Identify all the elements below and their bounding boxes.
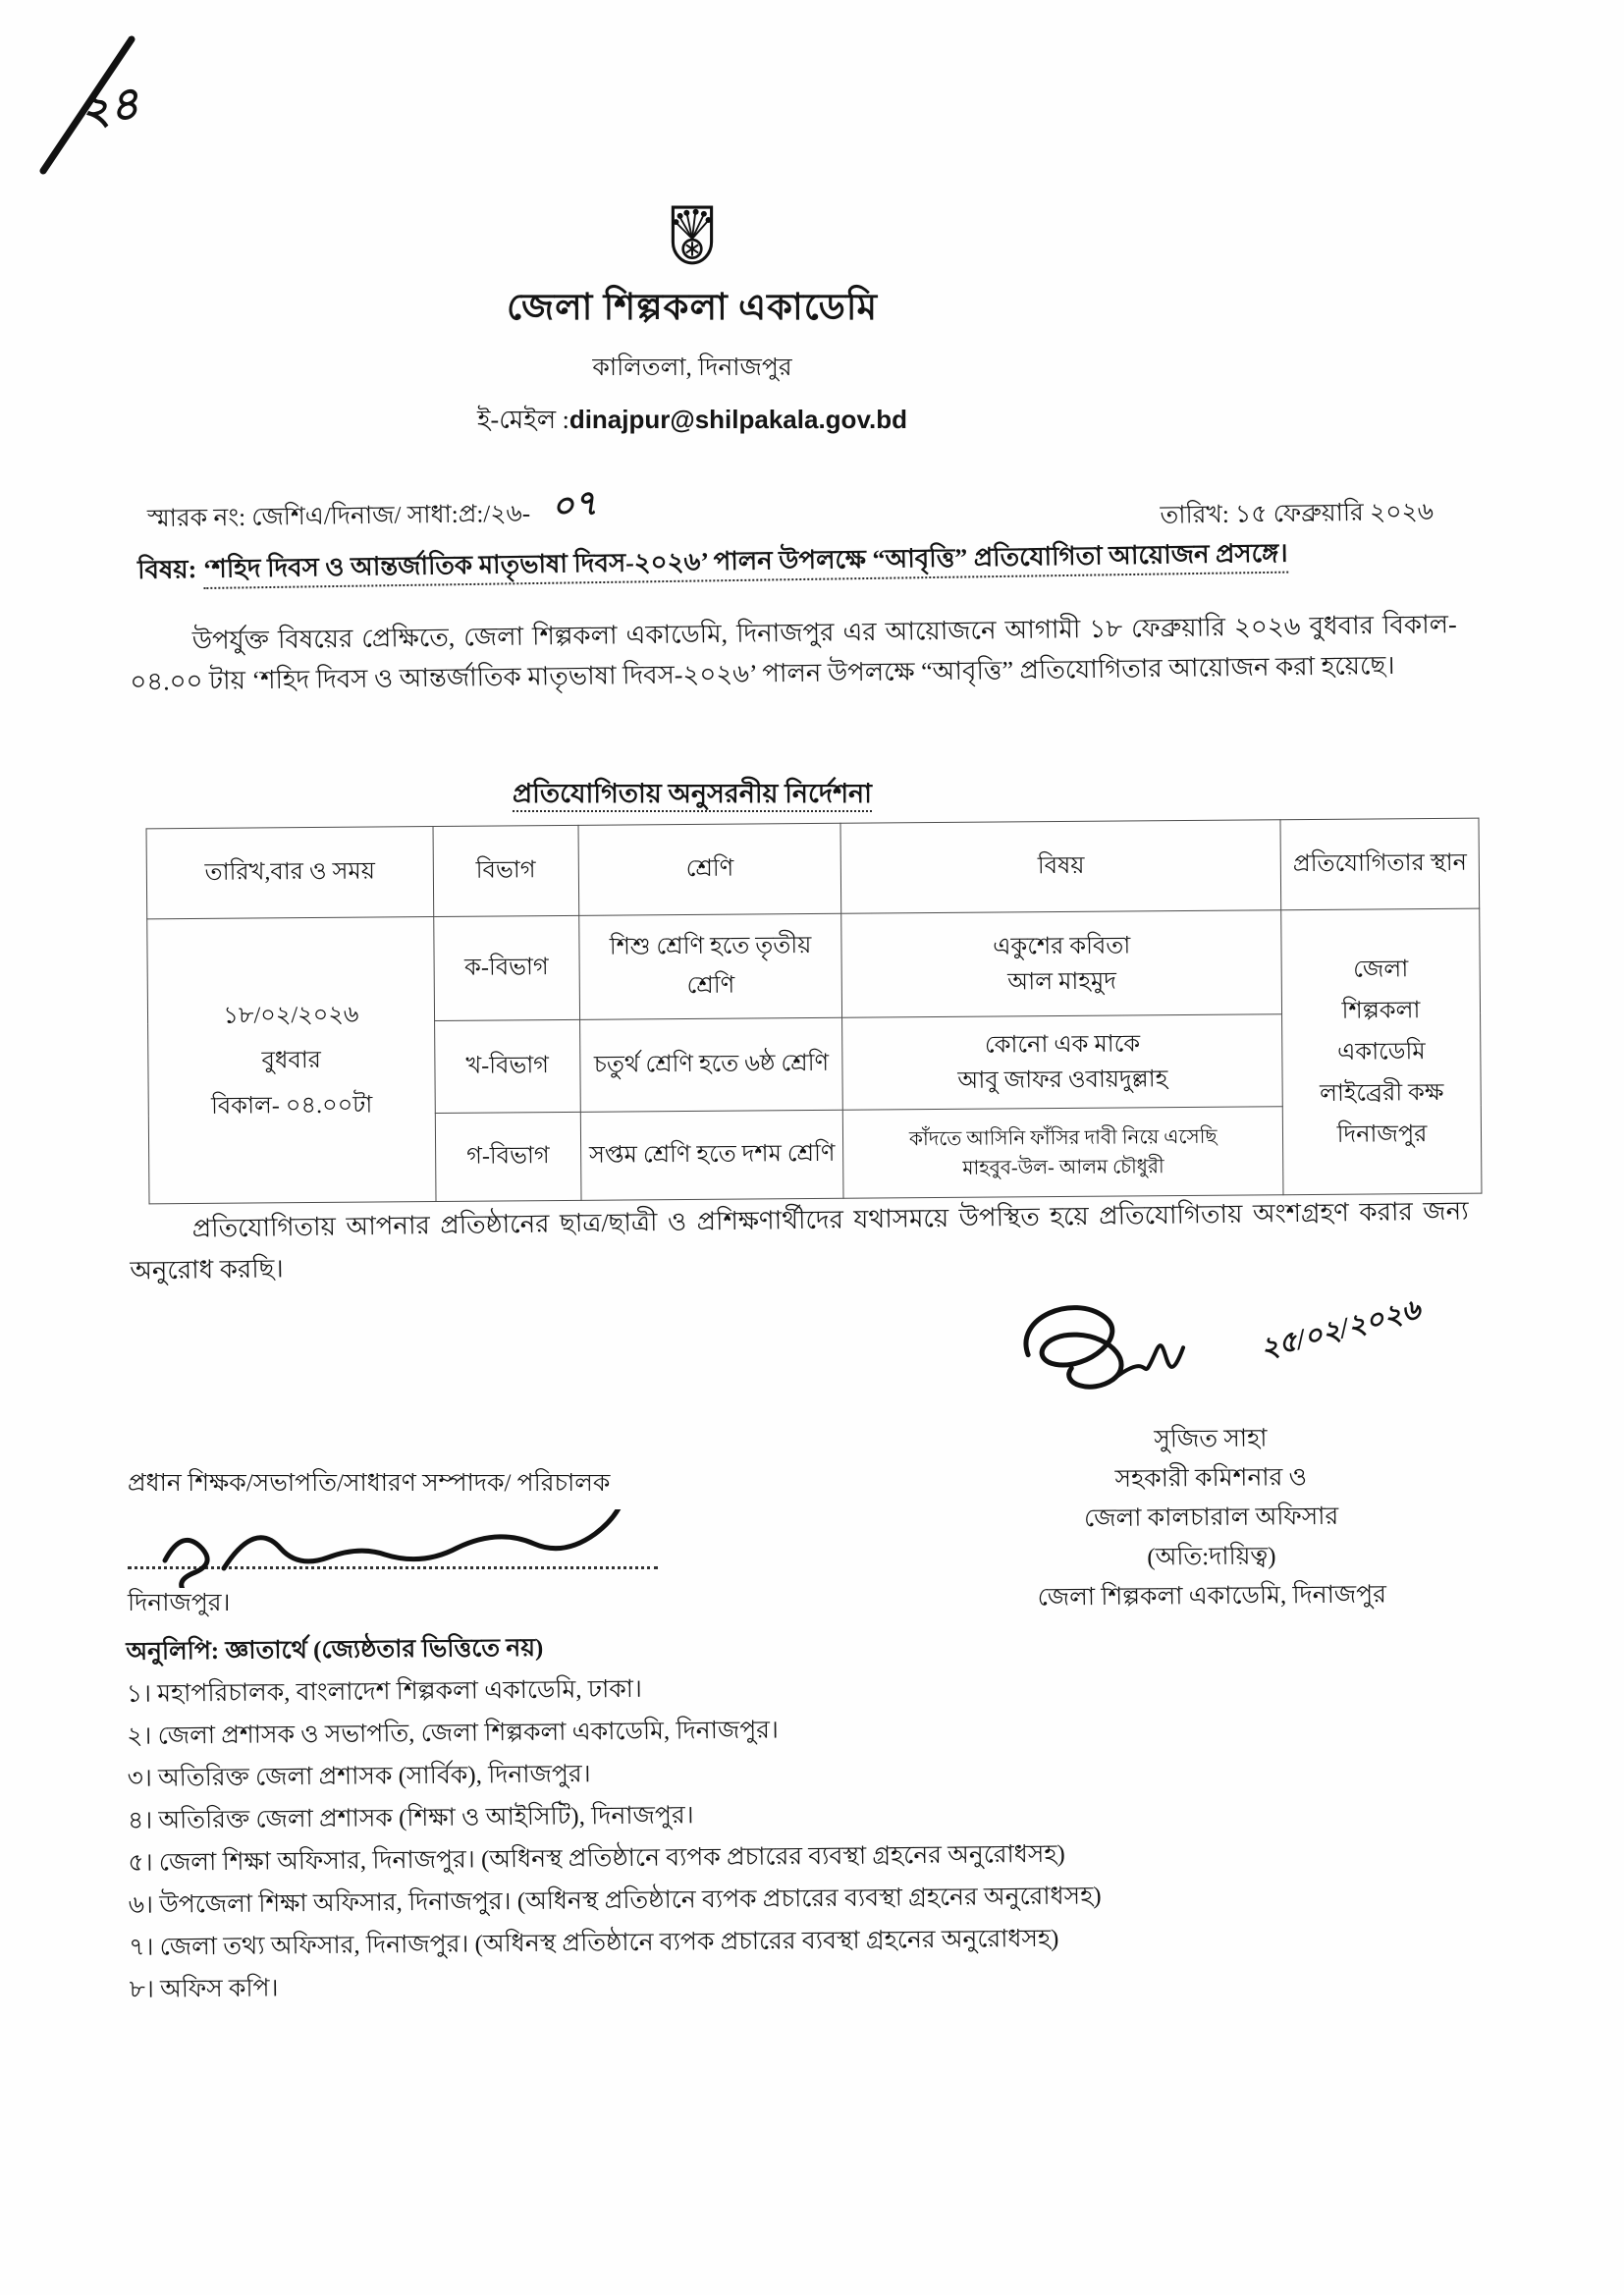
signatory-designation-3: (অতি:দায়িত্ব)	[1147, 1543, 1276, 1571]
signature-area	[991, 1281, 1430, 1422]
col-header-class: শ্রেণি	[578, 823, 841, 915]
poem-title: একুশের কবিতা	[993, 932, 1131, 960]
addressee-block	[128, 1463, 756, 1625]
col-header-venue: প্রতিযোগিতার স্থান	[1280, 818, 1480, 910]
subject-text: ‘শহিদ দিবস ও আন্তর্জাতিক মাতৃভাষা দিবস-২০২৬’ পালন উপলক্ষে “আবৃত্তি” প্রতিযোগিতা আয়োজন প্রসঙ্গে।	[203, 539, 1288, 589]
col-header-datetime: তারিখ,বার ও সময়	[146, 827, 434, 919]
handwritten-scrawl-icon	[151, 1509, 623, 1588]
cell-division: গ-বিভাগ	[435, 1112, 581, 1201]
distribution-list	[126, 1617, 1534, 2011]
cell-division: ক-বিভাগ	[434, 915, 580, 1020]
list-item: ৭। জেলা তথ্য অফিসার, দিনাজপুর। (অধিনস্থ প্রতিষ্ঠানে ব্যপক প্রচারের ব্যবস্থা গ্রহনের অনুরোধসহ)	[129, 1925, 1059, 1961]
cell-division: খ-বিভাগ	[434, 1019, 580, 1113]
col-header-subject: বিষয়	[840, 820, 1280, 914]
poem-title: কোনো এক মাকে	[984, 1030, 1141, 1059]
handwritten-corner-mark	[29, 22, 196, 189]
table-header-row	[146, 818, 1480, 919]
addressee-city: দিনাজপুর।	[128, 1590, 231, 1616]
cell-poem	[843, 1107, 1283, 1199]
cell-class-range: শিশু শ্রেণি হতে তৃতীয় শ্রেণি	[578, 913, 842, 1019]
subject-label: বিষয়:	[136, 555, 197, 585]
distribution-heading: অনুলিপি: জ্ঞাতার্থে (জ্যেষ্ঠতার ভিত্তিতে নয়)	[126, 1634, 544, 1666]
cell-poem	[841, 910, 1281, 1018]
org-name: জেলা শিল্পকলা একাডেমি	[507, 288, 878, 328]
list-item: ৪। অতিরিক্ত জেলা প্রশাসক (শিক্ষা ও আইসিটি), দিনাজপুর।	[127, 1802, 694, 1834]
poet-name: আবু জাফর ওবায়দুল্লাহ	[957, 1066, 1168, 1094]
addressee-fill-in-line	[128, 1519, 658, 1569]
signature-block	[991, 1281, 1432, 1618]
table-row	[147, 908, 1481, 1023]
addressee-roles: প্রধান শিক্ষক/সভাপতি/সাধারণ সম্পাদক/ পরিচালক	[128, 1470, 611, 1497]
signatory-designation-2: জেলা কালচারাল অফিসার	[1083, 1503, 1339, 1533]
cell-schedule: ১৮/০২/২০২৬ বুধবার বিকাল- ০৪.০০টা	[147, 917, 436, 1204]
cell-poem	[842, 1014, 1282, 1111]
signatory-org: জেলা শিল্পকলা একাডেমি, দিনাজপুর	[1037, 1581, 1387, 1612]
list-item: ১। মহাপরিচালক, বাংলাদেশ শিল্পকলা একাডেমি, ঢাকা।	[126, 1675, 643, 1708]
signatory-designation-1: সহকারী কমিশনার ও	[1114, 1464, 1308, 1493]
memo-ref-text: স্মারক নং: জেশিএ/দিনাজ/ সাধা:প্র:/২৬-	[146, 500, 531, 533]
body-paragraph: উপর্যুক্ত বিষয়ের প্রেক্ষিতে, জেলা শিল্পকলা একাডেমি, দিনাজপুর এর আয়োজনে আগামী ১৮ ফেব্রুয়ারি ২০২৬ বুধবার বিকাল- ০৪.০০ টায় ‘শহিদ দিবস ও আন্তর্জাতিক মাতৃভাষা দিবস-২০২৬’ পালন উপলক্ষে “আবৃত্তি” প্রতিযোগিতার আয়োজন করা হয়েছে।	[130, 610, 1457, 696]
memo-date: তারিখ: ১৫ ফেব্রুয়ারি ২০২৬	[1160, 498, 1435, 529]
email-address: dinajpur@shilpakala.gov.bd	[568, 405, 907, 434]
list-item: ৫। জেলা শিক্ষা অফিসার, দিনাজপুর। (অধিনস্থ প্রতিষ্ঠানে ব্যপক প্রচারের ব্যবস্থা গ্রহনের অনুরোধসহ)	[128, 1840, 1065, 1877]
table-title: প্রতিযোগিতায় অনুসরনীয় নির্দেশনা	[0, 774, 1384, 818]
list-item: ৬। উপজেলা শিক্ষা অফিসার, দিনাজপুর। (অধিনস্থ প্রতিষ্ঠানে ব্যপক প্রচারের ব্যবস্থা গ্রহনের অনুরোধসহ)	[128, 1883, 1102, 1919]
signatory-name: সুজিত সাহা	[1154, 1425, 1268, 1453]
poet-name: মাহবুব-উল- আলম চৌধুরী	[962, 1155, 1164, 1179]
org-address: কালিতলা, দিনাজপুর	[592, 355, 792, 381]
email-label: ই-মেইল :	[477, 406, 569, 434]
list-item: ২। জেলা প্রশাসক ও সভাপতি, জেলা শিল্পকলা একাডেমি, দিনাজপুর।	[127, 1717, 780, 1750]
memo-ref-handwritten-number: ০৭	[549, 482, 600, 527]
cell-venue: জেলা শিল্পকলা একাডেমি লাইব্রেরী কক্ষ দিনাজপুর	[1281, 908, 1482, 1195]
list-item: ৮। অফিস কপি।	[129, 1975, 279, 2003]
col-header-division: বিভাগ	[433, 825, 579, 916]
poet-name: আল মাহমুদ	[1007, 968, 1116, 995]
closing-paragraph: প্রতিযোগিতায় আপনার প্রতিষ্ঠানের ছাত্র/ছাত্রী ও প্রশিক্ষণার্থীদের যথাসময়ে উপস্থিত হয়ে প্রতিযোগিতায় অংশগ্রহণ করার জন্য অনুরোধ করছি।	[130, 1196, 1469, 1285]
memo-reference	[147, 482, 599, 547]
cell-class-range: চতুর্থ শ্রেণি হতে ৬ষ্ঠ শ্রেণি	[579, 1017, 842, 1112]
list-item: ৩। অতিরিক্ত জেলা প্রশাসক (সার্বিক), দিনাজপুর।	[127, 1761, 591, 1792]
competition-table	[146, 818, 1483, 1205]
cell-class-range: সপ্তম শ্রেণি হতে দশম শ্রেণি	[580, 1110, 843, 1200]
shilpakala-logo-icon	[670, 204, 715, 267]
signature-handwritten-date: ২৫/০২/২০২৬	[1257, 1293, 1424, 1366]
corner-mark-number: ২৪	[77, 78, 142, 136]
letterhead	[0, 204, 1384, 443]
org-email	[0, 400, 1384, 443]
poem-title: কাঁদতে আসিনি ফাঁসির দাবী নিয়ে এসেছি	[908, 1125, 1218, 1150]
